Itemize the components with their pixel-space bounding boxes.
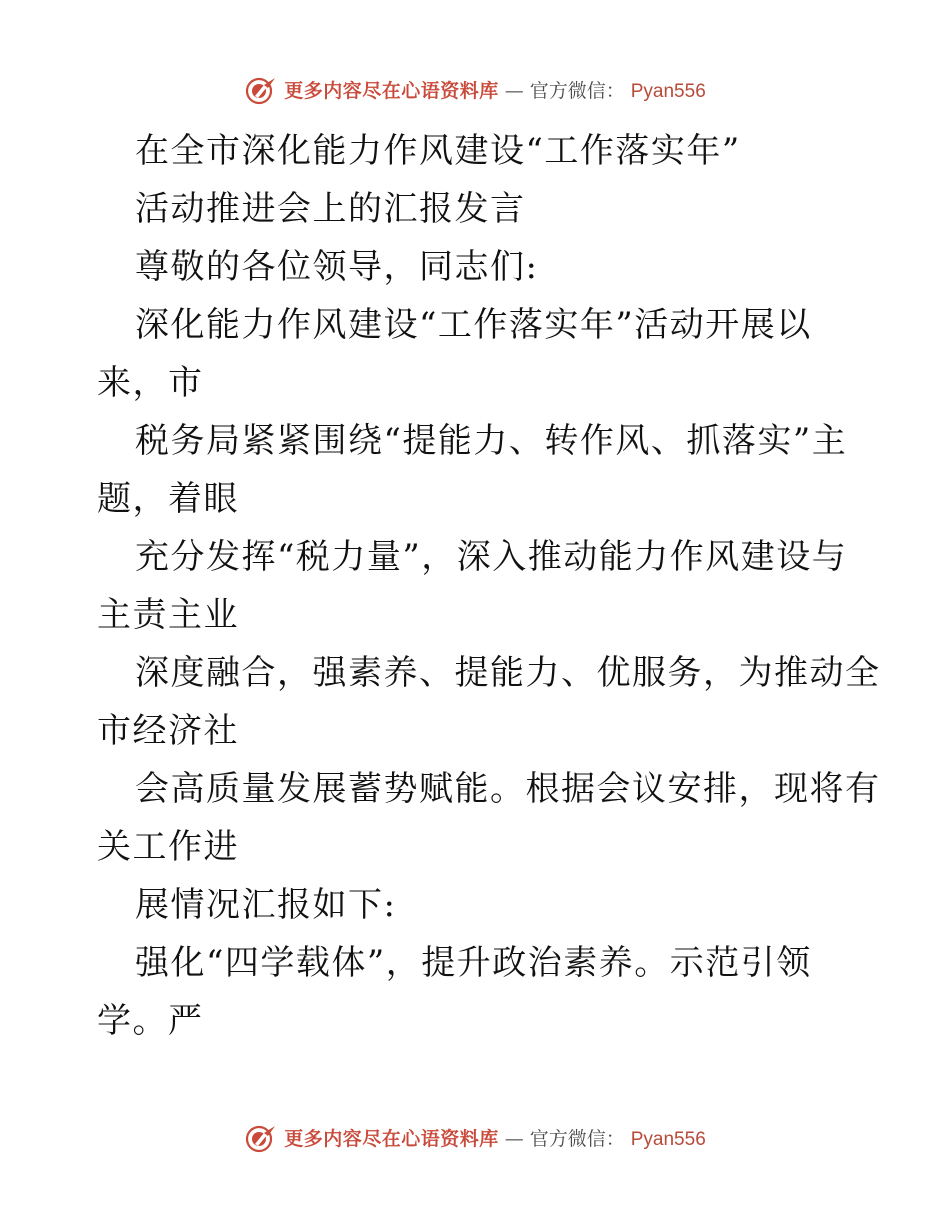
header-watermark xyxy=(0,76,950,106)
watermark-brand: 更多内容尽在心语资料库 xyxy=(284,1127,499,1150)
watermark-wechat-id: Pyan556 xyxy=(630,1128,706,1150)
text-line: 尊敬的各位领导，同志们: xyxy=(135,247,539,287)
watermark-dash: — xyxy=(504,1127,524,1150)
text-line: 活动推进会上的汇报发言 xyxy=(135,189,526,229)
text-line: 深化能力作风建设“工作落实年”活动开展以 xyxy=(135,305,812,345)
text-line: 学。严 xyxy=(97,1001,204,1041)
text-line: 主责主业 xyxy=(97,595,239,635)
text-line: 会高质量发展蓄势赋能。根据会议安排，现将有 xyxy=(135,769,881,809)
footer-watermark xyxy=(0,1124,950,1154)
text-line: 强化“四学载体”，提升政治素养。示范引领 xyxy=(135,943,812,983)
watermark-wechat-id: Pyan556 xyxy=(630,80,706,102)
text-line: 税务局紧紧围绕“提能力、转作风、抓落实”主 xyxy=(135,421,848,461)
watermark-dash: — xyxy=(504,79,524,102)
text-line: 关工作进 xyxy=(97,827,239,867)
watermark-brand: 更多内容尽在心语资料库 xyxy=(284,79,499,102)
pen-seal-icon xyxy=(244,1124,278,1154)
text-line: 市经济社 xyxy=(97,711,239,751)
pen-seal-icon xyxy=(244,76,278,106)
text-line: 在全市深化能力作风建设“工作落实年” xyxy=(135,131,741,171)
text-line: 题，着眼 xyxy=(97,479,239,519)
watermark-label: 官方微信： xyxy=(529,79,625,102)
text-line: 深度融合，强素养、提能力、优服务，为推动全 xyxy=(135,653,881,693)
text-line: 展情况汇报如下: xyxy=(135,885,397,925)
text-line: 来，市 xyxy=(97,363,204,403)
watermark-label: 官方微信： xyxy=(529,1127,625,1150)
text-line: 充分发挥“税力量”，深入推动能力作风建设与 xyxy=(135,537,848,577)
document-body xyxy=(97,122,881,1050)
